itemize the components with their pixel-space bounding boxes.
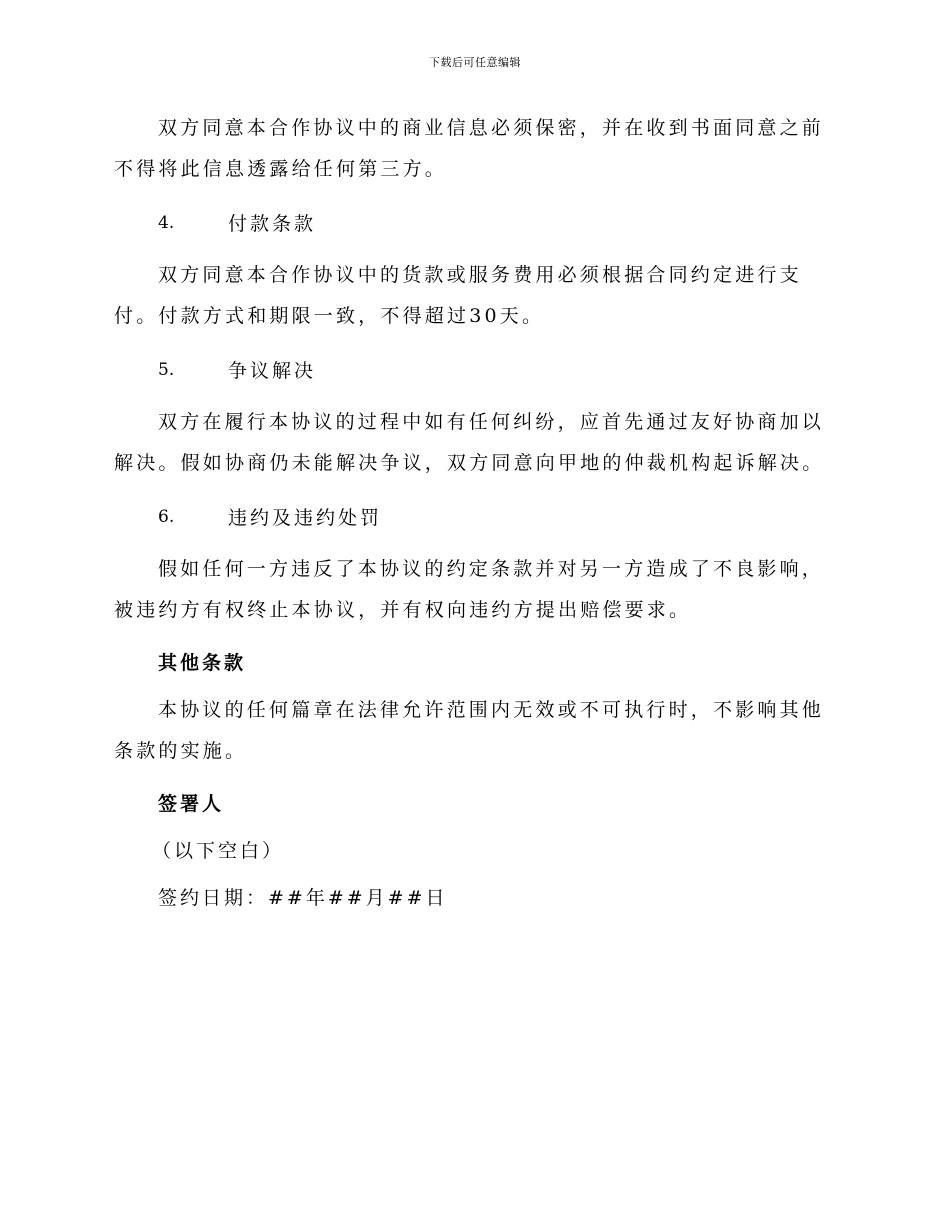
clause-breach-heading (114, 496, 834, 537)
sign-date: 签约日期：##年##月##日 (158, 887, 448, 909)
breach-paragraph: 假如任何一方违反了本协议的约定条款并对另一方造成了不良影响，被违约方有权终止本协议，并有权向违约方提出赔偿要求。 (114, 558, 825, 621)
page-header: 下载后可任意编辑 (429, 56, 521, 69)
other-terms-paragraph: 本协议的任何篇章在法律允许范围内无效或不可执行时，不影响其他条款的实施。 (114, 699, 825, 762)
clause-title: 争议解决 (228, 360, 317, 382)
payment-paragraph: 双方同意本合作协议中的货款或服务费用必须根据合同约定进行支付。付款方式和期限一致，不得超过30天。 (114, 264, 802, 327)
signatory-heading: 签署人 (158, 793, 225, 815)
document-body (114, 108, 834, 925)
blank-note: （以下空白） (152, 840, 285, 862)
clause-number: 5. (158, 359, 175, 380)
clause-number: 4. (158, 212, 175, 233)
clause-title: 付款条款 (228, 213, 317, 235)
other-terms-heading: 其他条款 (158, 652, 247, 674)
clause-title: 违约及违约处罚 (228, 507, 383, 529)
clause-dispute-heading (114, 349, 834, 390)
clause-payment-heading (114, 202, 834, 243)
clause-number: 6. (158, 506, 175, 527)
dispute-paragraph: 双方在履行本协议的过程中如有任何纠纷，应首先通过友好协商加以解决。假如协商仍未能解决争议，双方同意向甲地的仲裁机构起诉解决。 (114, 411, 825, 474)
confidentiality-paragraph: 双方同意本合作协议中的商业信息必须保密，并在收到书面同意之前不得将此信息透露给任何第三方。 (114, 117, 825, 180)
